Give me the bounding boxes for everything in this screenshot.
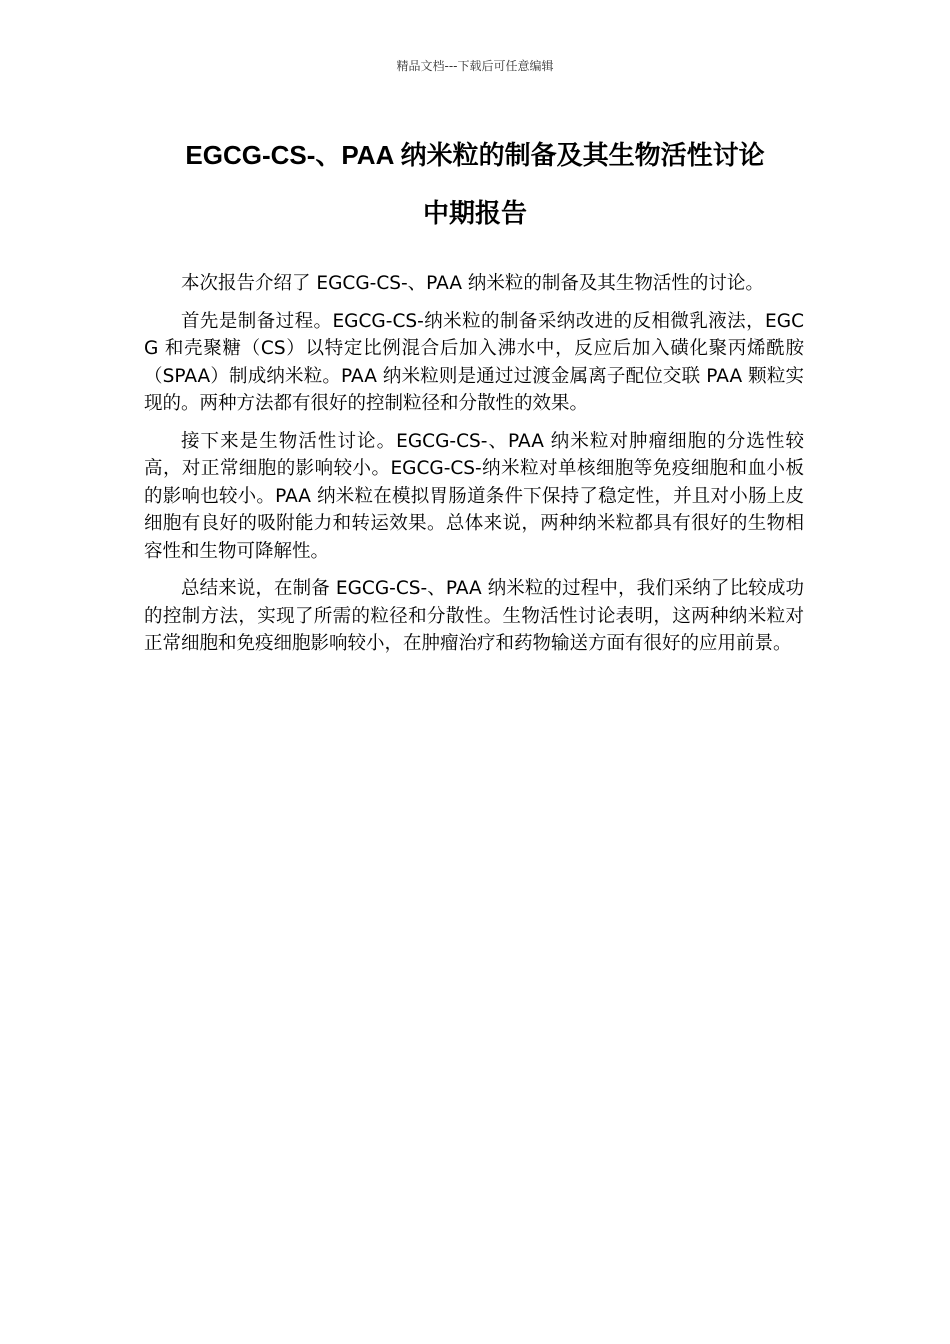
paragraph-bioactivity: 接下来是生物活性讨论。EGCG-CS-、PAA 纳米粒对肿瘤细胞的分选性较高，对正常细胞的影响较小。EGCG-CS-纳米粒对单核细胞等免疫细胞和血小板的影响也较小。PAA 纳米粒在模拟胃肠道条件下保持了稳定性，并且对小肠上皮细胞有良好的吸附能力和转运效果。总体来说，两种纳米粒都具有很好的生物相容性和生物可降解性。 (144, 430, 804, 562)
paragraph-intro: 本次报告介绍了 EGCG-CS-、PAA 纳米粒的制备及其生物活性的讨论。 (181, 273, 764, 294)
paragraph-preparation: 首先是制备过程。EGCG-CS-纳米粒的制备采纳改进的反相微乳液法，EGCG 和壳聚糖（CS）以特定比例混合后加入沸水中，反应后加入磺化聚丙烯酰胺（SPAA）制成纳米粒。PAA 纳米粒则是通过过渡金属离子配位交联 PAA 颗粒实现的。两种方法都有很好的控制粒径和分散性的效果。 (144, 310, 804, 414)
running-header: 精品文档---下载后可任意编辑 (396, 59, 554, 73)
document-subtitle: 中期报告 (422, 198, 527, 228)
paragraph-conclusion: 总结来说，在制备 EGCG-CS-、PAA 纳米粒的过程中，我们采纳了比较成功的控制方法，实现了所需的粒径和分散性。生物活性讨论表明，这两种纳米粒对正常细胞和免疫细胞影响较小，在肿瘤治疗和药物输送方面有很好的应用前景。 (144, 578, 804, 654)
document-title: EGCG-CS-、PAA 纳米粒的制备及其生物活性讨论 (185, 140, 765, 170)
document-body (144, 270, 804, 668)
